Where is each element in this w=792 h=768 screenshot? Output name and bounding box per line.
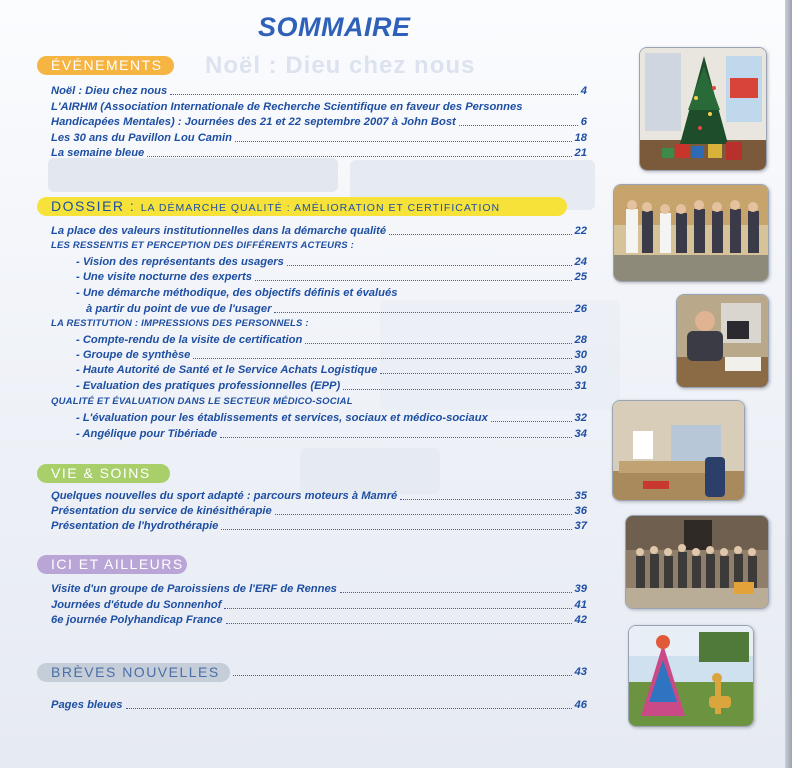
page-number: 39	[574, 583, 587, 595]
dot-leader	[275, 514, 572, 515]
toc-entry[interactable]	[51, 582, 587, 596]
section-label: DOSSIER :	[51, 198, 136, 214]
section-label: VIE & SOINS	[51, 465, 151, 481]
entry-title[interactable]: L'AIRHM (Association Internationale de Recherche Scientifique en faveur des Personnes	[51, 101, 523, 113]
toc-entry[interactable]	[51, 84, 587, 98]
entry-title: Pages bleues	[51, 699, 123, 711]
entry-title: La semaine bleue	[51, 147, 145, 159]
entry-title: - Haute Autorité de Santé et le Service Achats Logistique	[76, 364, 378, 376]
toc-entry[interactable]	[51, 698, 587, 712]
bleed-through-shape	[300, 448, 440, 494]
page-number: 21	[574, 147, 587, 159]
entry-title: - Vision des représentants des usagers	[76, 256, 284, 268]
toc-entry[interactable]	[76, 379, 587, 393]
page-number: 30	[574, 364, 587, 376]
toc-entry[interactable]	[76, 348, 587, 362]
section-label: ÉVÉNEMENTS	[51, 57, 163, 73]
dot-leader	[220, 437, 571, 438]
toc-entry[interactable]	[51, 224, 587, 238]
dot-leader	[126, 708, 572, 709]
toc-entry[interactable]	[51, 504, 587, 518]
page-number: 34	[574, 428, 587, 440]
section-badge-breves: BRÈVES NOUVELLES	[37, 663, 230, 682]
toc-entry[interactable]	[51, 131, 587, 145]
dot-leader	[343, 389, 571, 390]
section-badge-ici-ailleurs	[37, 555, 187, 574]
page-number: 22	[574, 225, 587, 237]
toc-entry[interactable]	[86, 302, 587, 316]
entry-title: Handicapées Mentales) : Journées des 21 et 22 septembre 2007 à John Bost	[51, 116, 456, 128]
dot-leader	[255, 280, 572, 281]
section-badge-evenements	[37, 56, 174, 75]
page-number: 30	[574, 349, 587, 361]
entry-title: - Angélique pour Tibériade	[76, 428, 218, 440]
bleed-through-heading: Noël : Dieu chez nous	[205, 52, 476, 79]
page-number: 43	[574, 666, 587, 678]
toc-entry[interactable]	[51, 489, 587, 503]
page-number: 25	[574, 271, 587, 283]
dot-leader	[380, 373, 571, 374]
page-number: 41	[574, 599, 587, 611]
group-heading: LES RESSENTIS ET PERCEPTION DES DIFFÉRENTS ACTEURS :	[51, 240, 354, 251]
dot-leader	[305, 343, 571, 344]
visitors-group-photo	[625, 515, 769, 609]
page-number: 35	[574, 490, 587, 502]
page-number: 32	[574, 412, 587, 424]
entry-title: Noël : Dieu chez nous	[51, 85, 168, 97]
christmas-tree-photo	[639, 47, 767, 171]
toc-entry[interactable]	[51, 146, 587, 160]
entry-title: - Compte-rendu de la visite de certification	[76, 334, 303, 346]
page-number: 28	[574, 334, 587, 346]
entry-title: La place des valeurs institutionnelles dans la démarche qualité	[51, 225, 387, 237]
dot-leader	[193, 358, 571, 359]
entry-title: Visite d'un groupe de Paroissiens de l'ERF de Rennes	[51, 583, 337, 595]
garden-sculptures-photo	[628, 625, 754, 727]
entry-title: Présentation du service de kinésithérapie	[51, 505, 272, 517]
toc-entry[interactable]	[76, 411, 587, 425]
group-photo-outdoor	[613, 184, 769, 282]
toc-entry[interactable]	[51, 613, 587, 627]
dot-leader	[491, 421, 572, 422]
entry-title: - L'évaluation pour les établissements et services, sociaux et médico-sociaux	[76, 412, 488, 424]
dot-leader	[287, 265, 572, 266]
page-number: 37	[574, 520, 587, 532]
entry-title: Quelques nouvelles du sport adapté : parcours moteurs à Mamré	[51, 490, 398, 502]
dot-leader	[221, 529, 571, 530]
dot-leader	[147, 156, 571, 157]
toc-entry[interactable]	[51, 519, 587, 533]
page-number: 26	[574, 303, 587, 315]
page-edge	[785, 0, 792, 768]
page-number: 31	[574, 380, 587, 392]
toc-entry[interactable]	[76, 270, 587, 284]
toc-entry[interactable]	[51, 115, 587, 129]
dot-leader	[274, 312, 571, 313]
group-heading: LA RESTITUTION : IMPRESSIONS DES PERSONNELS :	[51, 318, 309, 329]
dot-leader	[400, 499, 571, 500]
dot-leader	[235, 141, 572, 142]
office-room-photo	[612, 400, 745, 501]
entry-title: Journées d'étude du Sonnenhof	[51, 599, 222, 611]
entry-title: Présentation de l'hydrothérapie	[51, 520, 219, 532]
entry-title: - Evaluation des pratiques professionnelles (EPP)	[76, 380, 341, 392]
dot-leader	[340, 592, 572, 593]
entry-title: à partir du point de vue de l'usager	[86, 303, 272, 315]
toc-entry[interactable]	[76, 427, 587, 441]
entry-title[interactable]: - Une démarche méthodique, des objectifs définis et évalués	[76, 287, 398, 299]
page-number: 4	[580, 85, 587, 97]
toc-entry[interactable]	[76, 333, 587, 347]
entry-title: - Une visite nocturne des experts	[76, 271, 252, 283]
dot-leader	[233, 675, 572, 676]
page-number: 24	[574, 256, 587, 268]
page-number: 46	[574, 699, 587, 711]
toc-entry[interactable]	[76, 255, 587, 269]
bleed-through-shape	[48, 158, 338, 192]
man-at-desk-photo	[676, 294, 769, 388]
section-label: ICI ET AILLEURS	[51, 556, 184, 572]
toc-entry[interactable]	[51, 598, 587, 612]
section-badge-dossier	[37, 197, 567, 216]
entry-title: 6e journée Polyhandicap France	[51, 614, 223, 626]
entry-title: - Groupe de synthèse	[76, 349, 191, 361]
page-number: 42	[574, 614, 587, 626]
page-number: 6	[580, 116, 587, 128]
dot-leader	[170, 94, 578, 95]
page-title: SOMMAIRE	[258, 12, 411, 42]
group-heading: QUALITÉ ET ÉVALUATION DANS LE SECTEUR MÉDICO-SOCIAL	[51, 396, 353, 407]
page-number: 18	[574, 132, 587, 144]
entry-title: Les 30 ans du Pavillon Lou Camin	[51, 132, 232, 144]
toc-entry[interactable]	[76, 363, 587, 377]
dot-leader	[226, 623, 572, 624]
toc-entry[interactable]	[37, 662, 587, 682]
section-badge-vie-soins	[37, 464, 170, 483]
dot-leader	[459, 125, 578, 126]
dot-leader	[389, 234, 571, 235]
section-sublabel: LA DÉMARCHE QUALITÉ : AMÉLIORATION ET CERTIFICATION	[140, 202, 501, 214]
dot-leader	[224, 608, 571, 609]
page-number: 36	[574, 505, 587, 517]
